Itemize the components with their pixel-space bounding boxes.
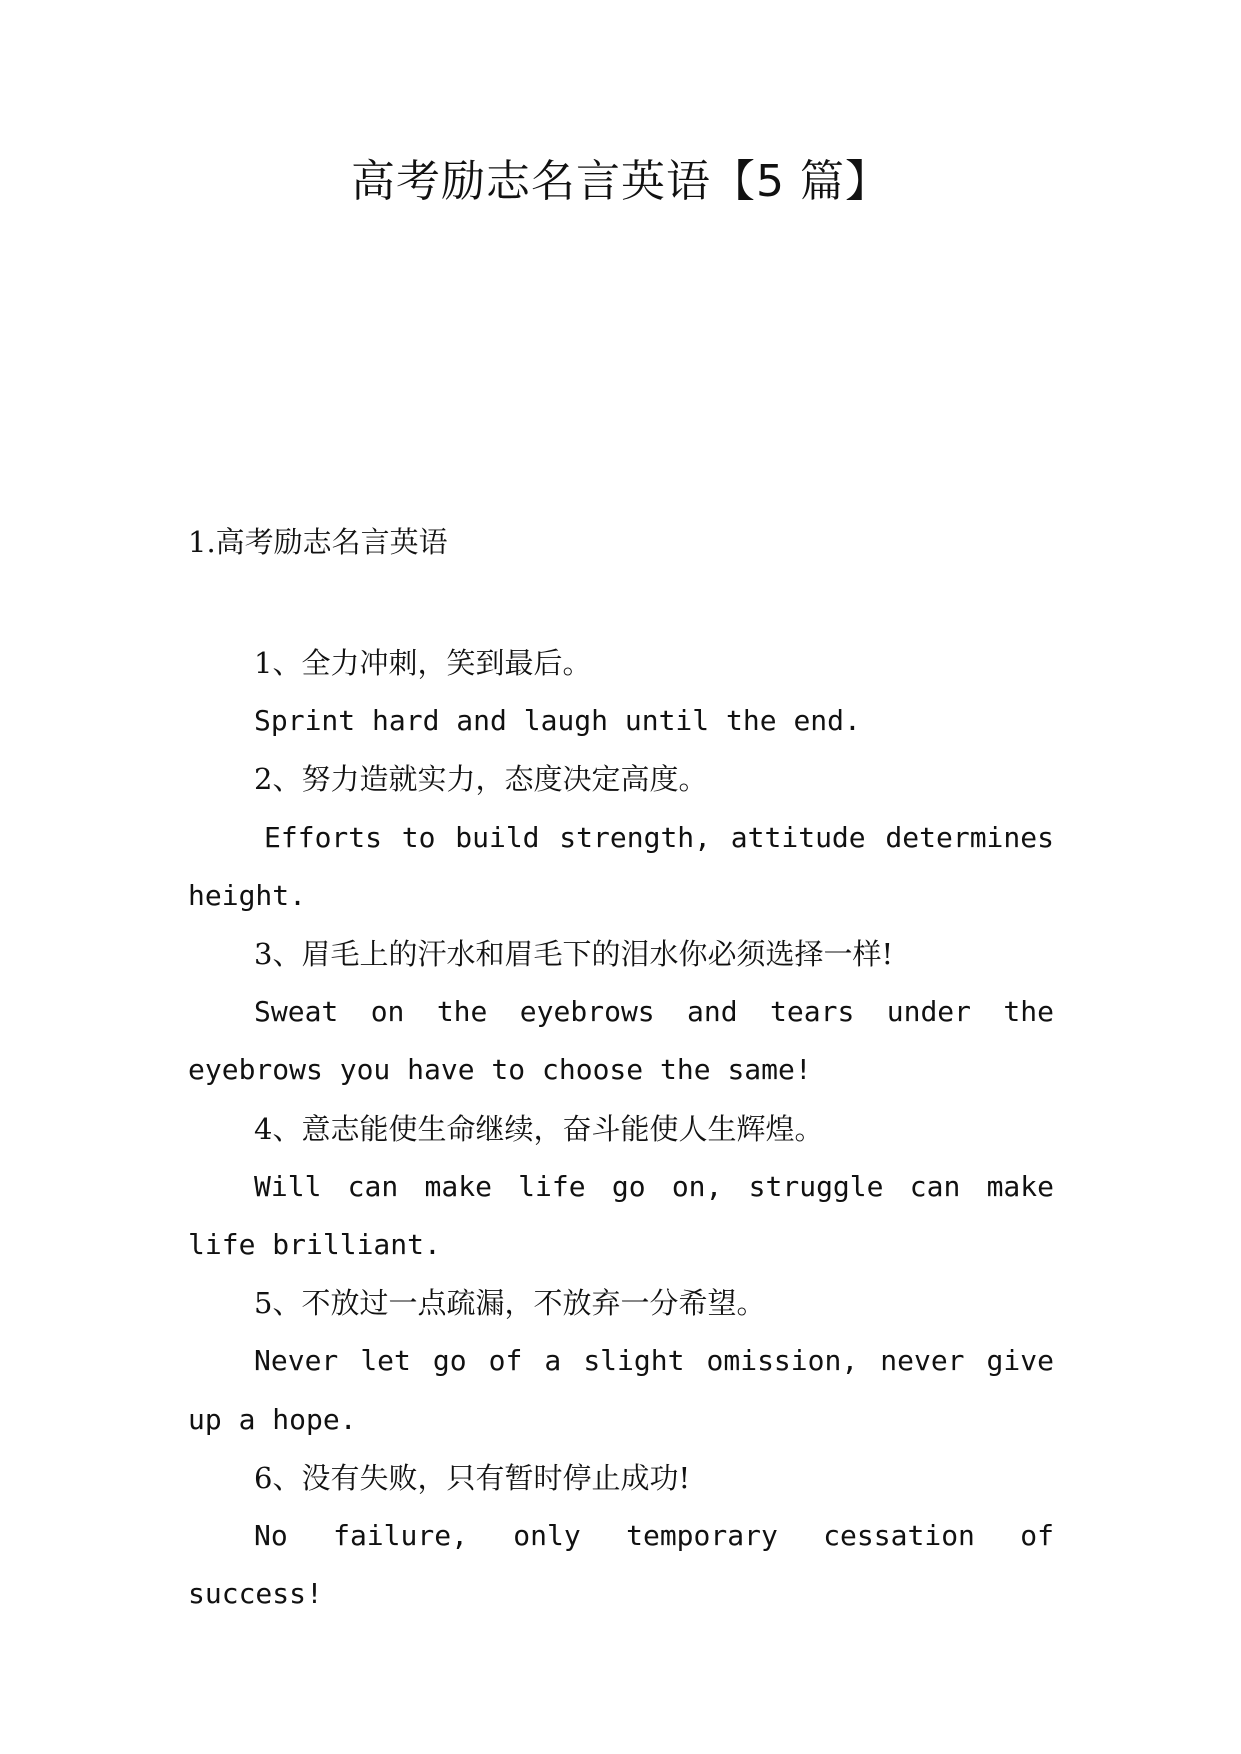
quote-chinese: 3、眉毛上的汗水和眉毛下的泪水你必须选择一样!: [254, 937, 894, 972]
quote-chinese: 5、不放过一点疏漏，不放弃一分希望。: [254, 1286, 766, 1321]
quote-chinese: 2、努力造就实力，态度决定高度。: [254, 762, 708, 797]
quote-chinese: 4、意志能使生命继续，奋斗能使人生辉煌。: [254, 1111, 824, 1146]
quote-english: Never let go of a slight omission, never give up a hope.: [188, 1344, 1054, 1436]
quote-english: Sweat on the eyebrows and tears under the eyebrows you have to choose the same!: [188, 995, 1054, 1087]
section-heading: 1.高考励志名言英语: [188, 525, 448, 559]
quote-chinese: 1、全力冲刺，笑到最后。: [254, 646, 592, 680]
quote-chinese: 6、没有失败，只有暂时停止成功!: [254, 1460, 691, 1495]
quote-list: [188, 634, 1054, 1623]
quote-english: Efforts to build strength, attitude determines height.: [188, 820, 1054, 912]
quote-english: Sprint hard and laugh until the end.: [254, 704, 861, 738]
quote-english: No failure, only temporary cessation of success!: [188, 1519, 1054, 1611]
document-title: 高考励志名言英语【5 篇】: [351, 156, 890, 207]
quote-english: Will can make life go on, struggle can make life brilliant.: [188, 1169, 1054, 1262]
